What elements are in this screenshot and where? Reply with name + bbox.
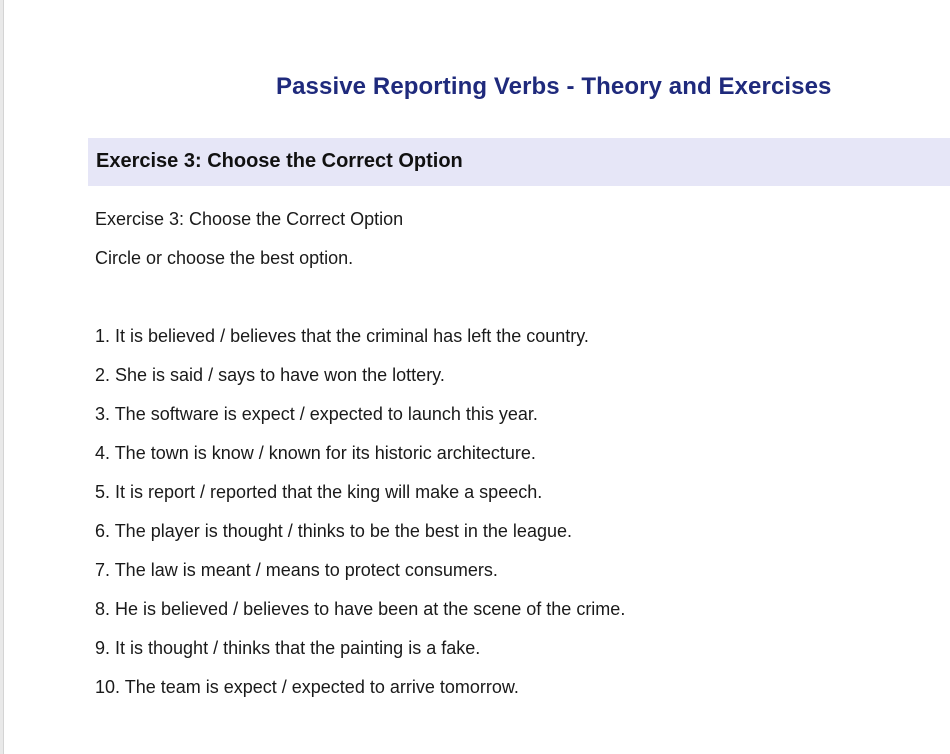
document-page (3, 0, 950, 754)
exercise-instruction: Circle or choose the best option. (95, 248, 354, 268)
exercise-item-2: 2. She is said / says to have won the lottery. (95, 365, 445, 385)
exercise-list (95, 325, 625, 715)
exercise-item-5: 5. It is report / reported that the king will make a speech. (95, 482, 543, 502)
exercise-item-3: 3. The software is expect / expected to launch this year. (95, 404, 538, 424)
exercise-item-7: 7. The law is meant / means to protect consumers. (95, 560, 498, 580)
exercise-item-9: 9. It is thought / thinks that the painting is a fake. (95, 638, 481, 658)
document-title: Passive Reporting Verbs - Theory and Exercises (276, 73, 832, 100)
exercise-item-6: 6. The player is thought / thinks to be the best in the league. (95, 521, 572, 541)
exercise-item-4: 4. The town is know / known for its historic architecture. (95, 443, 536, 463)
section-heading: Exercise 3: Choose the Correct Option (96, 150, 463, 172)
exercise-item-10: 10. The team is expect / expected to arrive tomorrow. (95, 677, 519, 697)
section-header-band (88, 138, 950, 186)
exercise-item-1: 1. It is believed / believes that the criminal has left the country. (95, 326, 589, 346)
exercise-item-8: 8. He is believed / believes to have been at the scene of the crime. (95, 599, 626, 619)
exercise-heading-text: Exercise 3: Choose the Correct Option (95, 209, 404, 229)
